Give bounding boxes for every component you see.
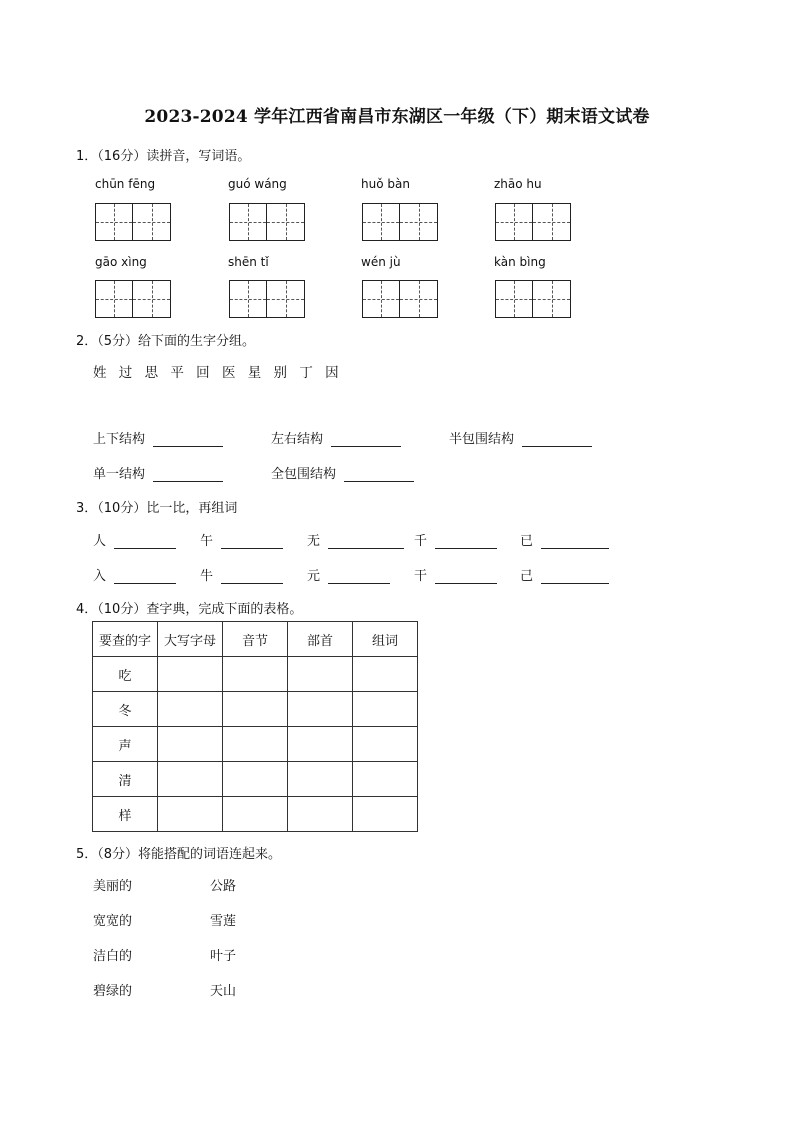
table-header: 音节 <box>223 622 288 657</box>
table-header-row <box>93 622 418 657</box>
answer-blank[interactable] <box>328 536 404 549</box>
match-right-item[interactable]: 公路 <box>210 879 237 894</box>
pinyin-2: guó wáng <box>228 177 287 191</box>
answer-cell[interactable] <box>288 762 353 797</box>
group-label: 全包围结构 <box>271 467 337 482</box>
pinyin-4: zhāo hu <box>494 177 542 191</box>
match-left-item[interactable]: 美丽的 <box>93 879 133 894</box>
answer-cell[interactable] <box>223 657 288 692</box>
compare-char: 无 <box>307 534 321 549</box>
compare-char: 千 <box>414 534 428 549</box>
table-header: 部首 <box>288 622 353 657</box>
answer-cell[interactable] <box>223 727 288 762</box>
answer-cell[interactable] <box>158 692 223 727</box>
match-right-item[interactable]: 雪莲 <box>210 914 237 929</box>
group-full-enclosure <box>271 463 414 482</box>
match-right-item[interactable]: 叶子 <box>210 949 237 964</box>
lookup-char: 清 <box>93 762 158 797</box>
group-label: 半包围结构 <box>449 432 515 447</box>
table-row <box>93 762 418 797</box>
answer-blank[interactable] <box>153 469 223 482</box>
compare-char: 已 <box>520 534 534 549</box>
lookup-char: 冬 <box>93 692 158 727</box>
answer-cell[interactable] <box>353 692 418 727</box>
table-header: 大写字母 <box>158 622 223 657</box>
compare-char: 入 <box>93 569 107 584</box>
match-left-item[interactable]: 碧绿的 <box>93 984 133 999</box>
answer-blank[interactable] <box>541 536 609 549</box>
writing-grid-8[interactable] <box>495 280 571 318</box>
lookup-char: 声 <box>93 727 158 762</box>
answer-blank[interactable] <box>153 434 223 447</box>
compare-char: 人 <box>93 534 107 549</box>
compare-char: 牛 <box>200 569 214 584</box>
group-label: 单一结构 <box>93 467 146 482</box>
answer-cell[interactable] <box>353 657 418 692</box>
question-3-label: 3．（10分）比一比，再组词 <box>76 501 238 516</box>
pinyin-6: shēn tǐ <box>228 255 269 269</box>
question-2-label: 2．（5分）给下面的生字分组。 <box>76 334 256 349</box>
writing-grid-7[interactable] <box>362 280 438 318</box>
compare-char: 午 <box>200 534 214 549</box>
lookup-char: 样 <box>93 797 158 832</box>
match-left-item[interactable]: 洁白的 <box>93 949 133 964</box>
group-half-enclosure <box>449 428 592 447</box>
writing-grid-2[interactable] <box>229 203 305 241</box>
answer-cell[interactable] <box>158 657 223 692</box>
character-list: 姓 过 思 平 回 医 星 别 丁 因 <box>93 365 342 381</box>
writing-grid-5[interactable] <box>95 280 171 318</box>
table-row <box>93 727 418 762</box>
compare-char: 己 <box>520 569 534 584</box>
compare-item <box>520 530 609 549</box>
answer-blank[interactable] <box>331 434 401 447</box>
table-row <box>93 657 418 692</box>
answer-cell[interactable] <box>223 797 288 832</box>
answer-cell[interactable] <box>223 762 288 797</box>
answer-cell[interactable] <box>288 657 353 692</box>
match-right-item[interactable]: 天山 <box>210 984 237 999</box>
answer-blank[interactable] <box>344 469 414 482</box>
writing-grid-4[interactable] <box>495 203 571 241</box>
compare-item <box>307 565 390 584</box>
compare-item <box>200 565 283 584</box>
answer-blank[interactable] <box>435 571 497 584</box>
table-row <box>93 692 418 727</box>
answer-cell[interactable] <box>353 727 418 762</box>
answer-cell[interactable] <box>158 762 223 797</box>
answer-cell[interactable] <box>288 727 353 762</box>
answer-cell[interactable] <box>158 797 223 832</box>
answer-cell[interactable] <box>158 727 223 762</box>
answer-cell[interactable] <box>288 797 353 832</box>
compare-char: 干 <box>414 569 428 584</box>
pinyin-7: wén jù <box>361 255 401 269</box>
answer-cell[interactable] <box>223 692 288 727</box>
answer-blank[interactable] <box>221 571 283 584</box>
answer-cell[interactable] <box>353 762 418 797</box>
compare-item <box>93 565 176 584</box>
pinyin-8: kàn bìng <box>494 255 546 269</box>
question-4-label: 4．（10分）查字典，完成下面的表格。 <box>76 602 303 617</box>
answer-blank[interactable] <box>114 536 176 549</box>
match-left-item[interactable]: 宽宽的 <box>93 914 133 929</box>
pinyin-5: gāo xìng <box>95 255 147 269</box>
compare-item <box>414 530 497 549</box>
compare-item <box>307 530 404 549</box>
answer-blank[interactable] <box>522 434 592 447</box>
group-label: 左右结构 <box>271 432 324 447</box>
compare-item <box>520 565 609 584</box>
compare-item <box>200 530 283 549</box>
group-label: 上下结构 <box>93 432 146 447</box>
writing-grid-3[interactable] <box>362 203 438 241</box>
group-single <box>93 463 223 482</box>
writing-grid-6[interactable] <box>229 280 305 318</box>
table-header: 要查的字 <box>93 622 158 657</box>
answer-blank[interactable] <box>328 571 390 584</box>
page-title: 2023-2024 学年江西省南昌市东湖区一年级（下）期末语文试卷 <box>144 107 650 127</box>
answer-cell[interactable] <box>353 797 418 832</box>
answer-blank[interactable] <box>221 536 283 549</box>
answer-blank[interactable] <box>114 571 176 584</box>
pinyin-1: chūn fēng <box>95 177 156 191</box>
compare-item <box>414 565 497 584</box>
pinyin-3: huǒ bàn <box>361 177 410 191</box>
answer-cell[interactable] <box>288 692 353 727</box>
table-row <box>93 797 418 832</box>
answer-blank[interactable] <box>435 536 497 549</box>
compare-char: 元 <box>307 569 321 584</box>
writing-grid-1[interactable] <box>95 203 171 241</box>
compare-item <box>93 530 176 549</box>
table-header: 组词 <box>353 622 418 657</box>
group-left-right <box>271 428 401 447</box>
answer-blank[interactable] <box>541 571 609 584</box>
dictionary-table <box>92 621 418 832</box>
group-top-bottom <box>93 428 223 447</box>
lookup-char: 吃 <box>93 657 158 692</box>
question-1-label: 1．（16分）读拼音，写词语。 <box>76 149 251 164</box>
question-5-label: 5．（8分）将能搭配的词语连起来。 <box>76 847 282 862</box>
